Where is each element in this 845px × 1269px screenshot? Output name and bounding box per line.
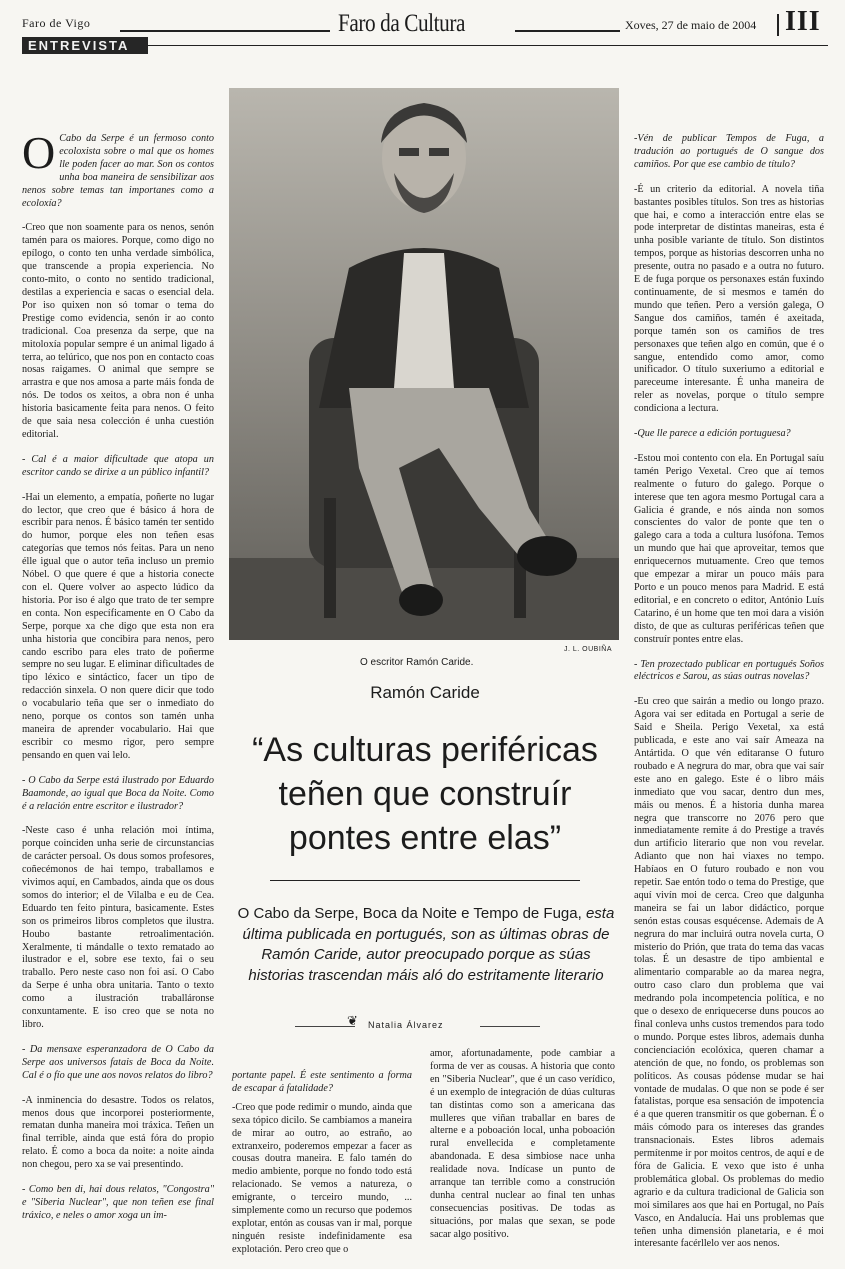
byline: Natalia Álvarez bbox=[368, 1020, 444, 1030]
lead-paragraph bbox=[234, 904, 618, 986]
headline-rule bbox=[270, 880, 580, 881]
byline-rule-right bbox=[480, 1026, 540, 1027]
header-rule-right bbox=[515, 30, 620, 32]
answer-6-continued: amor, afortunadamente, pode cambiar a forma de ver as cousas. A historia que conto en "Siberia Nuclear", que é un caso verídico, é un exemplo de integración de dúas culturas tan distintas como son a americana das mulleres que viñan traballar en bares de alterne e a poboación local, unha poboación rural envellecida e completamente abandonada. E desa simbiose nace unha realidade nova. Indícase un punto de arranque tan terrible como a construción dunha central nuclear ao final ten unhas consecuencias positivas. De todas as situacións, por malas que sexan, se pode sacar algo positivo. bbox=[430, 1048, 615, 1240]
headline-line-2: teñen que construír bbox=[278, 775, 572, 813]
answer-9: -Eu creo que sairán a medio ou longo prazo. Agora vai ser editada en Portugal a serie de Said e Sheila. Perigo Vexetal, xa está publicada, e este ano vai saír Ameaza na Antártida. O que vén editaranse O futuro roubado e A negrura do mar, obra que vai saír este ano en galego. Este é o libro máis inmediato que vou sacar, dentro dun mes, máis ou menos. É a historia dunha marea negra que transcorre no 2076 pero que inmediatamente remite á do Prestige a través dun artificio literario que non vou revelar. Adianto que non hai viaxes no tempo. Habíaos en O futuro roubado e non vou repetir. Sae entón todo o tema do Prestige, que aquí vivín moi de cerca. Creo que dalgunha maneira se fai un labor didáctico, porque senón estas cousas esquécense. Ademais de A negrura do mar incluirá outra novela curta, O misterio do Prión, que trata do tema das vacas tolas. É un desastre de tipo ambiental e alimentario comparable ao da marea negra, outro caso claro dun problema que vai medrando pola incompetencia política, e no que o desexo de enriquecerse duns poucos ao final conleva unhs custos tremendos para todo o mundo. Porque estes libros, ademais dunha concienciación ecolóxica, queren chamar a atención de que, no fondo, os problemas son políticos. As cousas pódense mudar se hai vontade de mudalas. O que non se pode é ser fatalistas, porque esa sensación de impotencia é a que queren transmitir os que gobernan. É o máis cómodo para os intereses das grandes transnacionais. Estes libros ademais permítenme ir por moitos centros, de aquí e de fóra de Galicia. E vexo que isto é unha problemática global. Os problemas do medio agrario e da cultura tradicional de Galicia son moi similares aos que hai en Portugal, no País Vasco, en Andalucía. Hai uns problemas que teñen unha dimensión planetaria, e é moi interesante facérllelo ver aos nenos. bbox=[634, 696, 824, 1250]
header-divider bbox=[777, 14, 779, 36]
question-5: - Como ben di, hai dous relatos, "Congostra" e "Siberia Nuclear", que non teñen ese final tráxico, e neles o amor xoga un im- bbox=[22, 1184, 214, 1221]
column-4 bbox=[634, 133, 824, 1263]
column-3 bbox=[430, 1048, 615, 1254]
question-7: -Vén de publicar Tempos de Fuga, a tradución ao portugués de O sangue dos camiños. Por que ese cambio de título? bbox=[634, 133, 824, 170]
answer-6: -Creo que pode redimir o mundo, ainda que sexa tópico dicilo. Se cambiamos a maneira de mirar ao outro, ao estraño, ao extranxeiro, poderemos empezar a facer as cousas doutra maneira. E falo tamén do medio ambiente, porque no fondo todo está relacionado. Se vemos a natureza, o emigrante, o terceiro mundo, ... simplemente como un recurso que podemos explotar, entón as cousas van ir mal, porque ninguén resiste indefinidamente esa explotación. Pero creo que o bbox=[232, 1101, 412, 1255]
issue-date: Xoves, 27 de maio de 2004 bbox=[625, 18, 757, 32]
header-rule-left bbox=[120, 30, 330, 32]
answer-2: -Hai un elemento, a empatía, poñerte no lugar do lector, que creo que é básico á hora de escribir para nenos. É básico tamén ter sentido do humor, porque eles non teñen esas categorías que temos nós feitas. Para un neno élle igual que o autor teña incluso un premio Nóbel. O que quere é que a historia conecte con el. Quere volver ao aspecto lúdico da historia. Por iso é algo que trato de ter sempre en conta. Non específicamente en O Cabo da Serpe, porque xa che digo que esta non era unha historia que concibira para nenos, pero cando escribo para eles trato de poñerme sempre no seu lugar. E eliminar dificultades de tipo léxico e sintáctico, facer un tipo de redacción sinxela. O non quere dicir que todo o vocabulario teña que ser o inmediato do neno, porque os contos son tamén unha maneira de aprender vocabulario. Hai que escribir co mesmo rigor, pero sempre pensando en quen vai lelo. bbox=[22, 491, 214, 761]
drop-cap: O bbox=[22, 127, 56, 178]
photo-credit: J. L. OUBIÑA bbox=[564, 646, 613, 653]
portrait-illustration bbox=[229, 88, 619, 640]
section-title: Faro da Cultura bbox=[338, 10, 466, 37]
question-1: O Cabo da Serpe é un fermoso conto ecoloxista sobre o mal que os homes lle poden facer ao mar. Son os contos unha boa maneira de sensibilizar aos nenos sobre temas tan importanes como a ecoloxía? bbox=[22, 127, 214, 209]
lead-text: esta última publicada en portugués, son as últimas obras de Ramón Caride, autor preocupado porque as súas historias trascendan máis aló do estritamente literario bbox=[242, 905, 615, 984]
byline-rule-left bbox=[295, 1026, 355, 1027]
photo-caption: O escritor Ramón Caride. bbox=[360, 657, 474, 668]
answer-8: -Estou moi contento con ela. En Portugal saíu tamén Perigo Vexetal. Creo que aí temos realmente o futuro do galego. Porque o interese que ten agora mesmo Portugal cara a Galicia é grande, e nós ainda non somos conscientes do valor de ponte que ten o galego cara a toda a cultura lusófona. Temos un mundo que hai que aproveitar, temos que enriquecernos mutuamente. Creo que temos que empezar a mirar un pouco máis para Porto e un pouco menos para Madrid. E está editorial, e en concreto o editor, António Luís Catarino, é un home que ten moi dara a visión disto, de que as culturas periféricas teñen que construír pontes entre elas. bbox=[634, 452, 824, 645]
section-rule bbox=[148, 45, 828, 46]
question-4: - Da mensaxe esperanzadora de O Cabo da Serpe aos universos fatais de Boca da Noite. Cal é o fío que une aos novos relatos do libro? bbox=[22, 1043, 214, 1081]
interviewee-name: Ramón Caride bbox=[370, 683, 480, 702]
answer-3: -Neste caso é unha relación moi íntima, porque coinciden unha serie de circunstancias de carácter persoal. Os dous somos profesores, coñecémonos de hai tempo, traballamos e vivimos aquí, en Cambados, ainda que os dous somos do interior; el de Vilalba e eu de Cea. Eduardo ten feito pintura, basicamente. Estes son os primeiros libros completos que ilustra. Houbo bastante retroalimentación. Xeralmente, ti mándalle o texto rematado ao ilustrador e el, sobre ese texto, fai o seu traballo. Pero neste caso non foi así. O Cabo da Serpe é unha obra unitaria. Tanto o texto como a ilustración traballáronse conxuntamente. E iso creo que se nota no libro. bbox=[22, 825, 214, 1030]
question-6: portante papel. É este sentimento a forma de escapar á fatalidade? bbox=[232, 1070, 412, 1094]
answer-1: -Creo que non soamente para os nenos, senón tamén para os maiores. Porque, como digo no epílogo, o conto ten unha verdade simbólica, que transcende a propia experiencia. No conto-mito, o conto no sentido tradicional, destilas a experiencia e sacas o esencial dela. Por iso quixen non só tomar o tema do Prestige como evidencia, senón ir ao conto tradicional. Coa presenza da serpe, que na mitoloxía popular sempre é un animal ligado á terra, ao telúrico, que nos pon en contacto coas nosas raigames. O animal que sempre se arrastra e que nos amosa a parte máis fonda de nós. De todos os xeitos, a obra non é unha historia basicamente feita para nenos. O feito de que saia nesa colección é unha cuestión editorial. bbox=[22, 222, 214, 440]
question-8: -Que lle parece a edición portuguesa? bbox=[634, 428, 791, 440]
answer-7: -É un criterio da editorial. A novela tiña bastantes posibles títulos. Son tres as historias que hai, e como a interacción entre elas se pode interpretar de distintas maneiras, esta é unha posible variante de título. Son distintos tempos, porque as historias descorren unha no presente, outra no pasado e a outra no futuro. E de fuga porque os personaxes están fuxindo continuamente, de si mesmos e tamén do mundo que teñen. Pero a versión galega, O Sangue dos camiños, tamén é axeitada, porque tamén son os camiños de tres personaxes que teñen algo en común, que é o sangue, entendido como amor, como unificador. O título suxeriumo a editorial e pareceume interesante. É unha maneira de reler as novelas, porque o título sempre condiciona a lectura. bbox=[634, 183, 824, 415]
newspaper-name: Faro de Vigo bbox=[22, 16, 91, 30]
author-photo bbox=[229, 88, 619, 640]
column-2 bbox=[232, 1070, 412, 1269]
section-tag: ENTREVISTA bbox=[22, 37, 148, 54]
headline-line-1: “As culturas periféricas bbox=[252, 731, 598, 769]
question-2: - Cal é a maior dificultade que atopa un escritor cando se dirixe a un público infantil? bbox=[22, 453, 214, 478]
headline bbox=[225, 728, 625, 860]
headline-line-3: pontes entre elas” bbox=[288, 819, 562, 857]
lead-titles: O Cabo da Serpe, Boca da Noite e Tempo de Fuga, bbox=[237, 905, 582, 922]
leaf-icon: ❦ bbox=[347, 1013, 358, 1028]
question-3: - O Cabo da Serpe está ilustrado por Eduardo Baamonde, ao igual que Boca da Noite. Como é a relación entre escritor e ilustrador? bbox=[22, 774, 214, 812]
page-number: III bbox=[785, 6, 821, 37]
answer-4: -A inminencia do desastre. Todos os relatos, menos dous que incorporei posteriormente, rematan dunha maneira moi tráxica. Teñen un final terrible, ainda que está fóra do propio relato. É como a boca da noite: a noite ainda non chegou, pero xa se vai presentindo. bbox=[22, 1094, 214, 1171]
question-9: - Ten prozectado publicar en portugués Soños eléctricos e Sarou, as súas outras novelas? bbox=[634, 658, 824, 683]
column-1 bbox=[22, 127, 214, 1235]
